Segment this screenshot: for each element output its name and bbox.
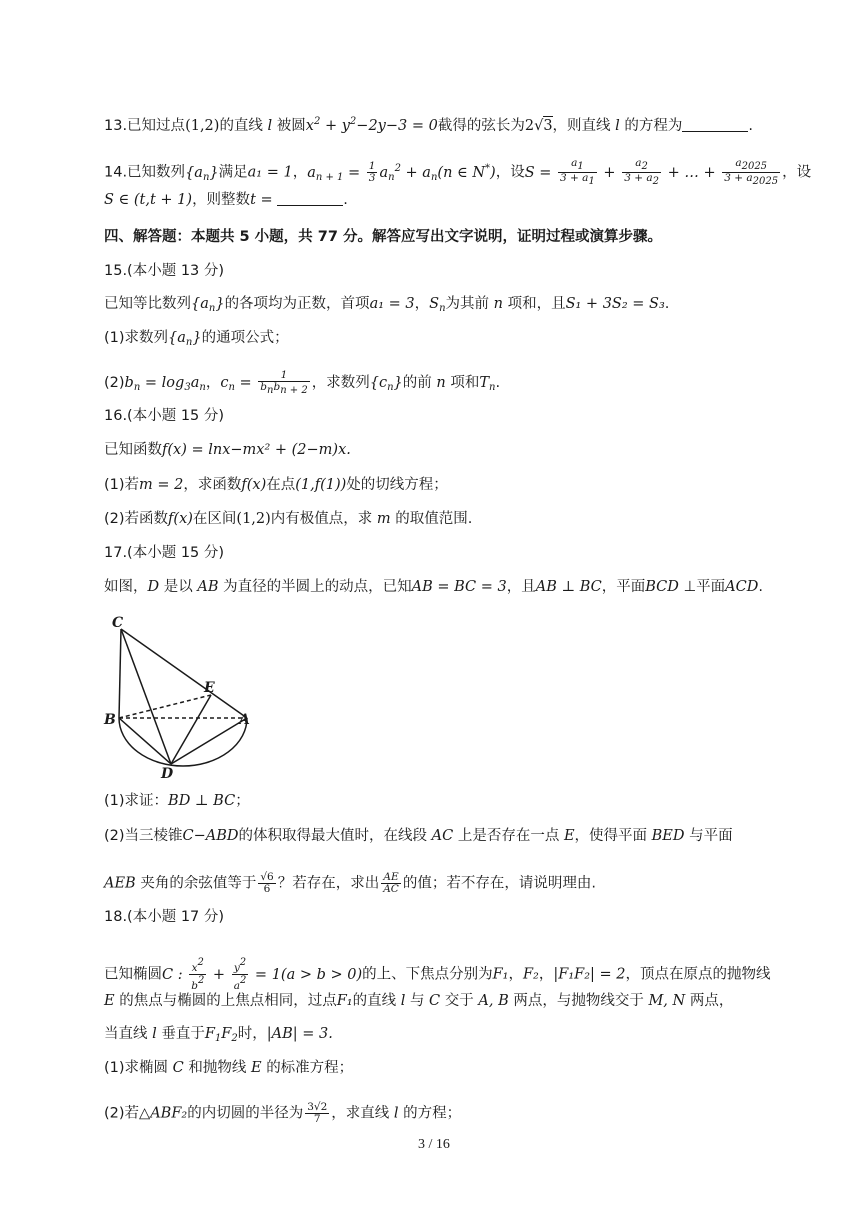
answer-blank-13: [682, 117, 748, 132]
label-e: E: [204, 680, 215, 696]
q15-head: 15.(本小题 13 分): [104, 263, 225, 279]
segment-de: [171, 695, 211, 764]
label-a: A: [239, 712, 250, 728]
sequence-an: $\{a_n\}$: [185, 164, 219, 183]
chord-length: 2√3: [524, 118, 553, 134]
circle-equation: $x^2 + y^2-2y-3 = 0$: [305, 116, 438, 134]
label-d: D: [161, 766, 174, 782]
recurrence: $a_{n + 1}$ = $\frac{1}{3}$ $a_n^2 + a_n(n$ ∈ N*): [307, 160, 496, 184]
q17-stem: 如图，D 是以 AB 为直径的半圆上的动点，已知AB = BC = 3，且AB ⊥ BC，平面BCD ⊥平面ACD.: [104, 579, 763, 595]
q18-line2: E 的焦点与椭圆的上焦点相同，过点F₁的直线 l 与 C 交于 A, B 两点，与抛物线交于 M, N 两点，: [104, 993, 734, 1009]
q16-stem: 已知函数f(x) = lnx−mx² + (2−m)x.: [104, 442, 351, 458]
label-b: B: [104, 712, 116, 728]
page-number: 3 / 16: [418, 1137, 450, 1152]
q14-line-2: S ∈ (t,t + 1)，则整数t = .: [104, 192, 348, 208]
segment-ca: [121, 629, 247, 718]
answer-blank-14: [277, 191, 343, 206]
inradius-value: $\frac{3√2}{7}$: [307, 1101, 328, 1125]
section-heading: 四、解答题：本题共 5 小题，共 77 分。解答应写出文字说明，证明过程或演算步骤。: [104, 229, 662, 245]
segment-cb: [119, 629, 121, 718]
ratio-ae-ac: $\frac{AE}{AC}$: [383, 871, 399, 895]
q18-line1: 已知椭圆C : $\frac{x2}{b2}$ + $\frac{y2}{a2}$ = 1(a > b > 0)的上、下焦点分别为F₁，F₂，|F₁F₂| = 2，顶点在原点的抛物线: [104, 957, 771, 992]
sum-S: S = $\frac{a1}{3 + a1}$ + $\frac{a2}{3 + a2}$ + … + $\frac{a2025}{3 + a2025}$: [524, 157, 779, 187]
bn-definition: $b_n = \log_3a_n$: [124, 375, 206, 393]
segment-da: [171, 718, 247, 764]
q18-part1: (1)求椭圆 C 和抛物线 E 的标准方程；: [104, 1060, 354, 1076]
q13-line: 13.已知过点(1,2)的直线 l 被圆$x^2 + y^2-2y-3 = 0$截得的弦长为2√3，则直线 l 的方程为 .: [104, 116, 754, 134]
geometry-figure: [100, 612, 260, 782]
ellipse-equation: C : $\frac{x2}{b2}$ + $\frac{y2}{a2}$ = 1(a > b > 0): [162, 957, 363, 992]
q15-stem: 已知等比数列$\{a_n\}$的各项均为正数，首项a₁ = 3，$S_n$为其前 n 项和，且S₁ + 3S₂ = S₃.: [104, 296, 670, 314]
cn-definition: $c_n$ = $\frac{1}{\text{bnbn + 2}}$: [220, 369, 308, 396]
q18-part2: (2)若△ABF₂的内切圆的半径为 $\frac{3√2}{7}$ ，求直线 l 的方程；: [104, 1101, 462, 1125]
q15-part1: (1)求数列$\{a_n\}$的通项公式；: [104, 330, 289, 348]
q18-head: 18.(本小题 17 分): [104, 909, 225, 925]
q17-part2-line1: (2)当三棱锥C−ABD的体积取得最大值时，在线段 AC 上是否存在一点 E，使得平面 BED 与平面: [104, 828, 733, 844]
q16-part2: (2)若函数f(x)在区间(1,2)内有极值点，求 m 的取值范围.: [104, 511, 473, 527]
q15-part2: $(2)b_n = \log_3a_n$，$c_n$ = $\frac{1}{\text{bnbn + 2}}$ ，求数列$\{c_n\}$的前 n 项和$T_n$.: [104, 369, 501, 396]
q14-line-1: 14.已知数列$\{a_n\}$满足a₁ = 1，$a_{n + 1}$ = $\frac{1}{3}$ $a_n^2 + a_n(n$ ∈ N*)，设S = $\frac{a1}{3 + a1}$ + $\frac{a2}{3 + a2}$ + … + $\frac{a2025}{3 + a2025}$ ，设: [104, 157, 812, 187]
cos-value: $\frac{√6}{6}$: [260, 871, 274, 895]
label-c: C: [112, 615, 124, 631]
q17-part1: (1)求证：BD ⊥ BC；: [104, 793, 250, 809]
q18-line3: 当直线 l 垂直于$F_1F_2$时，|AB| = 3.: [104, 1026, 333, 1044]
q17-part2-line2: AEB 夹角的余弦值等于 $\frac{√6}{6}$ ？若存在，求出 $\frac{AE}{AC}$ 的值；若不存在，请说明理由.: [104, 871, 596, 895]
q13-text: 13.已知过点: [104, 118, 186, 134]
segment-be: [119, 695, 211, 718]
q17-head: 17.(本小题 15 分): [104, 545, 225, 561]
q16-part1: (1)若m = 2，求函数f(x)在点(1,f(1))处的切线方程；: [104, 477, 448, 493]
q16-head: 16.(本小题 15 分): [104, 408, 225, 424]
